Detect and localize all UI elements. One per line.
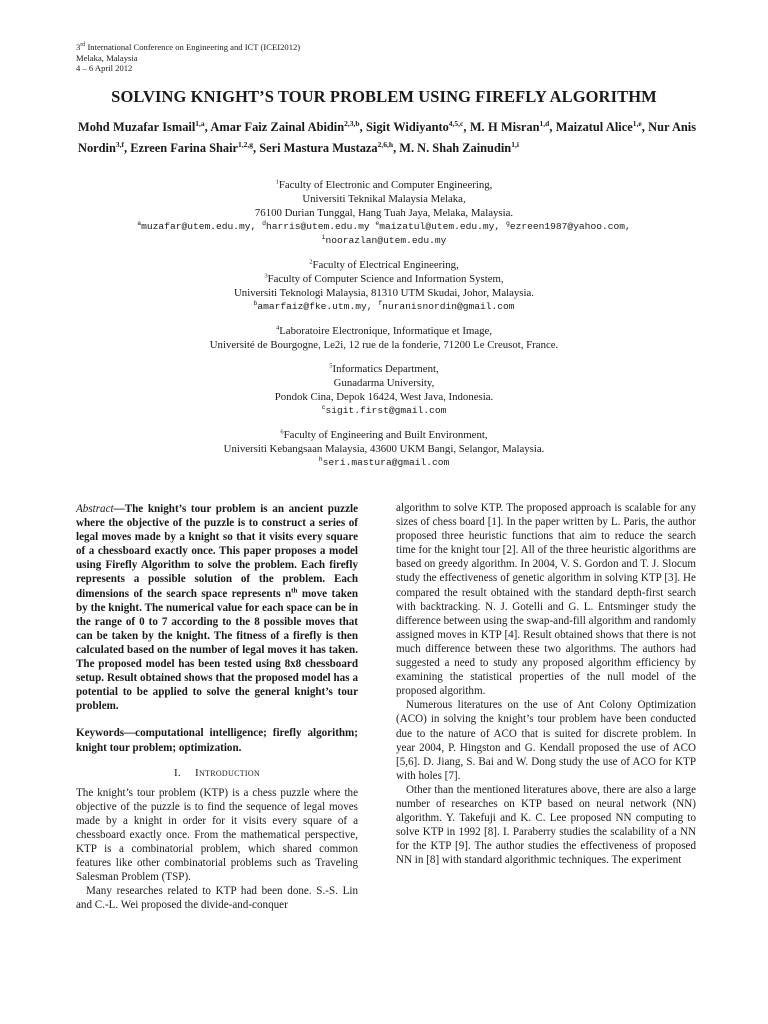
author-name: Mohd Muzafar Ismail <box>78 120 196 134</box>
body-paragraph: The knight’s tour problem (KTP) is a chess puzzle where the objective of the puzzle is to find the sequence of legal moves made by a knight in order for it visits every square of a chessboard exactly once. From the mathematical perspective, KTP is a combinatorial problem, which shared common features like other combinatorial problems such as Traveling Salesman Problem (TSP). <box>76 786 358 884</box>
author-name: Nur Anis Nordin <box>78 120 697 155</box>
body-paragraph: Other than the mentioned literatures above, there are also a large number of researches on KTP based on neural network (NN) algorithm. Y. Takefuji and K. C. Lee proposed NN computing to solve KTP in 1992 [8]. I. Paraberry studies the scalability of a NN for the KTP [9]. The author studies the effectiveness of proposed NN in [8] with standard algorithmic techniques. The experiment <box>396 783 696 867</box>
author-list: Mohd Muzafar Ismail$^{1,a}$, Amar Faiz Zainal Abidin$^{2,3,b}$, Sigit Widiyanto$^{4,5,c}$, M. H Misran$^{1,d}$, Maizatul Alice$^{1,e}$, Nur Anis Nordin$^{3,f}$, Ezreen Farina Shair$^{1,2,g}$, Seri Mastura Mustaza$^{2,6,h}$, M. N. Shah Zainudin$^{1,i}$ <box>78 118 697 155</box>
affiliation-email: $^c$sigit.first@gmail.com <box>321 403 447 416</box>
affiliation-line: Université de Bourgogne, Le2i, 12 rue de la fonderie, 71200 Le Creusot, France. <box>209 339 559 351</box>
author-affiliation-marker: 1,i <box>511 139 519 149</box>
affiliation-block <box>100 178 668 248</box>
affiliations <box>100 178 668 480</box>
author-name: M. H Misran <box>469 120 540 134</box>
author-name: Seri Mastura Mustaza <box>259 141 378 155</box>
conference-dates: 4 – 6 April 2012 <box>76 63 133 73</box>
affiliation-block <box>100 258 668 314</box>
author-name: Ezreen Farina Shair <box>130 141 239 155</box>
conference-location: Melaka, Malaysia <box>76 52 138 63</box>
right-body-text <box>396 501 696 867</box>
author-name: Sigit Widiyanto <box>366 120 449 134</box>
conference-name: 3rd International Conference on Engineering and ICT (ICEI2012) <box>76 42 301 52</box>
body-paragraph: algorithm to solve KTP. The proposed approach is scalable for any sizes of chess board [1]. In the paper written by L. Paris, the author proposed three heuristic functions that aim to reduce the search time for the knight tour [2]. All of the three heuristic algorithms are based on greedy algorithm. In 2004, V. S. Gordon and T. J. Slocum study the effectiveness of genetic algorithm in solving KTP [3]. He compared the result obtained with the standard depth-first search with backtracking. N. J. Gotelli and G. L. Entsminger study the difference between using the swap-and-fill algorithm and randomly assigned moves in KTP [4]. Result obtained shows that there is not much difference between these two algorithms. The authors had suggested a need to study any proposed algorithm efficiency by examining the statistical properties of the null model of the proposed algorithm. <box>396 502 696 698</box>
affiliation-line: Pondok Cina, Depok 16424, West Java, Indonesia. <box>274 391 494 403</box>
affiliation-line: $^3$Faculty of Computer Science and Information System, <box>264 272 504 285</box>
author-affiliation-marker: 3,f <box>115 139 124 149</box>
affiliation-line: Universiti Kebangsaan Malaysia, 43600 UKM Bangi, Selangor, Malaysia. <box>223 443 545 455</box>
author-name: Maizatul Alice <box>555 120 633 134</box>
author-name: M. N. Shah Zainudin <box>399 141 512 155</box>
left-column <box>76 502 358 912</box>
right-column <box>396 501 696 867</box>
conference-header <box>76 42 300 74</box>
affiliation-block <box>100 362 668 418</box>
affiliation-line: $^6$Faculty of Engineering and Built Environment, <box>280 428 488 441</box>
body-paragraph: Numerous literatures on the use of Ant Colony Optimization (ACO) in solving the knight’s tour problem have been conducted due to the nature of ACO that is suited for discrete problem. In year 2004, P. Hingston and G. Kendall proposed the use of ACO [5,6]. D. Jiang, S. Bai and W. Dong study the use of ACO for KTP with holes [7]. <box>396 699 696 782</box>
affiliation-email: $^i$noorazlan@utem.edu.my <box>321 233 447 246</box>
author-affiliation-marker: 1,d <box>539 118 550 128</box>
author-affiliation-marker: 1,e <box>632 118 642 128</box>
keywords: Keywords—computational intelligence; firefly algorithm; knight tour problem; optimization. <box>76 727 358 754</box>
abstract: Abstract—The knight’s tour problem is an ancient puzzle where the objective of the puzzle is to construct a series of legal moves made by a knight so that it visits every square of a chessboard exactly once. This paper proposes a model using Firefly Algorithm to solve the problem. Each firefly represents a possible solution of the problem. Each dimensions of the search space represents $n^{th}$ move taken by the knight. The numerical value for each space can be in the range of 0 to 7 according to the 8 possible moves that can be taken by the knight. The fitness of a firefly is then calculated based on the number of legal moves it has taken. The proposed model has been tested using 8x8 chessboard setup. Result obtained shows that the proposed model has a potential to be applied to solve the general knight’s tour problem. <box>76 503 359 713</box>
affiliation-line: Universiti Teknikal Malaysia Melaka, <box>302 193 466 205</box>
author-affiliation-marker: 2,6,h <box>377 139 394 149</box>
author-name: Amar Faiz Zainal Abidin <box>210 120 345 134</box>
affiliation-line: Universiti Teknologi Malaysia, 81310 UTM Skudai, Johor, Malaysia. <box>234 287 534 299</box>
affiliation-block <box>100 324 668 352</box>
affiliation-line: $^1$Faculty of Electronic and Computer Engineering, <box>275 178 493 191</box>
author-affiliation-marker: 1,a <box>195 118 205 128</box>
paper-title: SOLVING KNIGHT’S TOUR PROBLEM USING FIREFLY ALGORITHM <box>111 87 657 106</box>
affiliation-email: $^a$muzafar@utem.edu.my, $^d$harris@utem.edu.my $^e$maizatul@utem.edu.my, $^g$ezreen1987@yahoo.com, <box>137 219 631 232</box>
affiliation-email: $^b$amarfaiz@fke.utm.my, $^f$nuranisnordin@gmail.com <box>253 299 515 312</box>
affiliation-block <box>100 428 668 470</box>
affiliation-line: Gunadarma University, <box>333 377 435 389</box>
left-body-text <box>76 786 358 913</box>
body-paragraph: Many researches related to KTP had been done. S.-S. Lin and C.-L. Wei proposed the divide-and-conquer <box>76 885 358 912</box>
section-heading-introduction: I. Introduction <box>173 766 261 779</box>
affiliation-line: $^5$Informatics Department, <box>329 362 439 375</box>
affiliation-email: $^h$seri.mastura@gmail.com <box>318 455 450 468</box>
author-affiliation-marker: 4,5,c <box>448 118 464 128</box>
abstract-label: Abstract <box>76 503 114 515</box>
affiliation-line: $^2$Faculty of Electrical Engineering, <box>309 258 459 271</box>
affiliation-line: $^4$Laboratoire Electronique, Informatique et Image, <box>275 324 493 337</box>
author-affiliation-marker: 1,2,g <box>238 139 254 149</box>
affiliation-line: 76100 Durian Tunggal, Hang Tuah Jaya, Melaka, Malaysia. <box>254 207 514 219</box>
author-affiliation-marker: 2,3,b <box>344 118 360 128</box>
